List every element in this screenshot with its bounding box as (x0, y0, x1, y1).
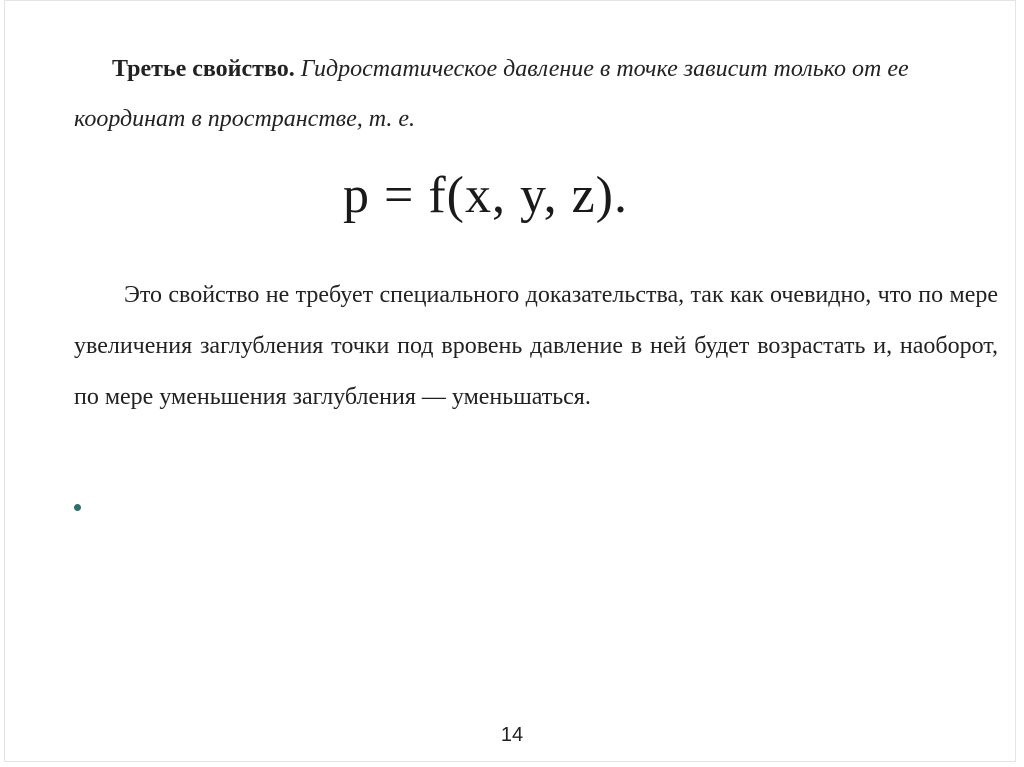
explanation-paragraph (74, 270, 998, 423)
property-heading: Третье свойство. (112, 56, 295, 82)
page-number: 14 (500, 724, 524, 746)
bullet-dot (74, 504, 81, 511)
third-property-paragraph (74, 44, 998, 144)
property-statement: Гидростатическое давление в точке зависит только от ее координат в пространстве, т. е. (74, 56, 909, 132)
explanation-text: Это свойство не требует специального доказательства, так как очевидно, что по мере увеличения заглубления точки под вровень давление в ней будет возрастать и, наоборот, по мере уменьшения заглубления — уменьшаться. (74, 282, 998, 410)
pressure-formula: p = f(x, y, z). (343, 166, 628, 224)
